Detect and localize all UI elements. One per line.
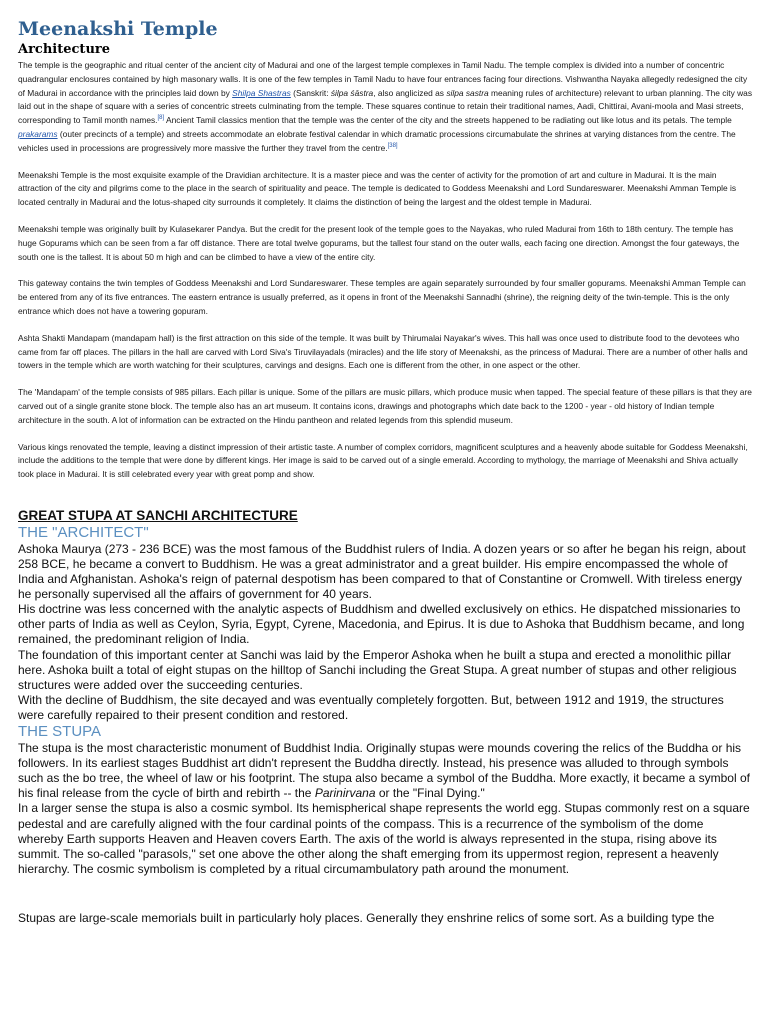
paragraph: In a larger sense the stupa is also a cosmic symbol. Its hemispherical shape represents the world egg. Stupas commonly rest on a square pedestal and are carefully aligned with the four cardinal points of the compass. This is a recurrence of the symbolism of the dome whereby Earth supports Heaven and Heaven covers Earth. The axis of the world is always represented in the stupa, rising above its summit. The so-called "parasols," set one above the other along the shaft emerging from its uppermost region, represent a heavenly hierarchy. The cosmic symbolism is completed by a ritual circumambulatory path around the monument.	[18, 801, 750, 876]
paragraph: The foundation of this important center at Sanchi was laid by the Emperor Ashoka when he built a stupa and erected a monolithic pillar here. Ashoka built a total of eight stupas on the hilltop of Sanchi including the Great Stupa. A great number of stupas and other religious structures were added over the succeeding centuries.	[18, 647, 737, 692]
text-run: (Sanskrit:	[290, 87, 331, 98]
intro-paragraph	[18, 59, 752, 156]
text-run: The stupa is the most characteristic monument of Buddhist India. Originally stupas were mounds covering the relics of the Buddha or his followers. In its earliest stages Buddhist art didn't represent the Buddha directly. Instead, his presence was alluded to through symbols such as the bo tree, the wheel of law or his footprint. The stupa also became a symbol of the Buddha. More exactly, it became a symbol of his final release from the cycle of birth and rebirth -- the	[18, 741, 750, 801]
italic-term: Parinirvana	[314, 786, 376, 801]
paragraph: Meenakshi Temple is the most exquisite example of the Dravidian architecture. It is a master piece and was the center of activity for the promotion of art and culture in Madurai. It is the main attraction of the city and pilgrims come to the place in the search of spirituality and peace. The temple is dedicated to Goddess Meenakshi and Lord Sundareswarer. Meenakshi Amman Temple is located centrally in Madurai and the lotus-shaped city surrounds it completely. It claims the distinction of being the largest and the oldest temple in Madurai.	[18, 169, 737, 208]
paragraph: With the decline of Buddhism, the site decayed and was eventually completely forgotten. But, between 1912 and 1919, the structures were carefully repaired to their present condition and restored.	[18, 692, 724, 722]
citation-link-38[interactable]: [38]	[387, 142, 398, 149]
paragraph: His doctrine was less concerned with the analytic aspects of Buddhism and dwelled exclusively on ethics. He dispatched missionaries to other parts of India as well as Ceylon, Syria, Egypt, Cyrene, Macedonia, and Epirus. It is due to Ashoka that Buddhism became, and long remained, the predominant religion of India.	[18, 602, 745, 647]
stupa-heading: THE STUPA	[18, 723, 102, 741]
text-run: or the "Final Dying."	[375, 786, 485, 801]
paragraph: Ashta Shakti Mandapam (mandapam hall) is the first attraction on this side of the temple. It was built by Thirumalai Nayakar's wives. This hall was once used to distribute food to the devotees who came from far off places. The pillars in the hall are carved with Lord Siva's Tiruvilayadals (miracles) and the life story of Meenakshi, as the princess of Madurai. There are a number of other halls and towers in the temple which are worth watching for their sculptures, carvings and designs. Each one is different from the other, in one aspect or the other.	[18, 332, 748, 371]
text-run: The temple is the geographic and ritual center of the ancient city of Madurai and one of the largest temple complexes in Tamil Nadu. The temple complex is divided into a number of concentric quadrangular enclosures contained by high masonary walls. It is one of the few temples in Tamil Nadu to have four entrances facing four directions. Vishwantha Nayaka allegedly redesigned the city of Madurai in accordance with the principles laid down by	[18, 60, 748, 98]
architect-heading: THE "ARCHITECT"	[18, 523, 149, 541]
shilpa-shastras-link[interactable]: Shilpa Shastras	[232, 87, 291, 98]
paragraph: The 'Mandapam' of the temple consists of 985 pillars. Each pillar is unique. Some of the pillars are music pillars, which produce music when tapped. The special feature of these pillars is that they are carved out of a single granite stone block. The temple also has an art museum. It contains icons, drawings and photographs which date back to the 1200 - year - old history of Indian temple architecture in the south. A lot of information can be extracted on the Hindu pantheon and related legends from this splendid museum.	[18, 387, 752, 425]
paragraph: Stupas are large-scale memorials built in particularly holy places. Generally they enshrine relics of some sort. As a building type the	[18, 910, 715, 925]
citation-link-8[interactable]: [8]	[157, 115, 165, 122]
paragraph: This gateway contains the twin temples of Goddess Meenakshi and Lord Sundareswarer. These temples are again separately surrounded by four smaller gopurams. Meenakshi Amman Temple can be entered from any of its five entrances. The eastern entrance is usually preferred, as it opens in front of the Meenakshi Sannadhi (shrine), the reigning deity of the twin-temple. This is the only entrance which does not have a towering gopuram.	[18, 278, 746, 316]
text-run: , also anglicized as	[373, 87, 447, 98]
paragraph: Various kings renovated the temple, leaving a distinct impression of their artistic taste. A number of complex corridors, magnificent sculptures and a heavenly abode suitable for Goddess Meenakshi, include the additions to the temple that were done by different kings. Her image is said to be carved out of a single emerald. According to mythology, the marriage of Meenakshi and Shiva actually took place in Madurai. It is still celebrated every year with great pomp and show.	[18, 441, 748, 480]
paragraph: Ashoka Maurya (273 - 236 BCE) was the most famous of the Buddhist rulers of India. A dozen years or so after he began his reign, about 258 BCE, he became a convert to Buddhism. He was a great administrator and a great builder. His empire encompassed the whole of India and Afghanistan. Ashoka's reign of paternal despotism has been compared to that of Constantine or Cromwell. With tireless energy he personally supervised all the affairs of government for 40 years.	[18, 541, 746, 602]
text-run: meaning rules of architecture) relevant to urban planning. The city was laid out in the shape of square with a series of concentric streets culminating from the temple. These squares continue to retain their traditional names, Aadi, Chittirai, Avani-moola and Masi streets, corresponding to Tamil month names.	[18, 87, 753, 126]
italic-term: śilpa śāstra	[330, 87, 374, 98]
paragraph: Meenakshi temple was originally built by Kulasekarer Pandya. But the credit for the present look of the temple goes to the Nayakas, who ruled Madurai from 16th to 18th century. The temple has huge Gopurams which can be seen from a far off distance. There are total twelve gopurams, but the tallest four stand on the outer walls, each facing one direction. Amongst the four gateways, the south one is the tallest. It is about 50 m high and can be climbed to have a view of the entire city.	[18, 223, 740, 262]
page-title: Meenakshi Temple	[18, 18, 218, 40]
text-run: Ancient Tamil classics mention that the temple was the center of the city and the streets happened to be radiating out like lotus and its petals. The temple	[164, 115, 732, 126]
document-page	[18, 0, 752, 926]
section-subtitle: Architecture	[18, 42, 111, 57]
text-run: (outer precincts of a temple) and streets accommodate an elobrate festival calendar in which dramatic processions circumabulate the shrines at varying distances from the centre. The vehicles used in processions are progressively more massive the further they travel from the centre.	[18, 128, 736, 153]
prakarams-link[interactable]: prakarams	[18, 128, 58, 139]
paragraph	[18, 741, 752, 801]
stupa-section-heading: GREAT STUPA AT SANCHI ARCHITECTURE	[18, 507, 298, 523]
italic-term: silpa sastra	[446, 87, 489, 98]
